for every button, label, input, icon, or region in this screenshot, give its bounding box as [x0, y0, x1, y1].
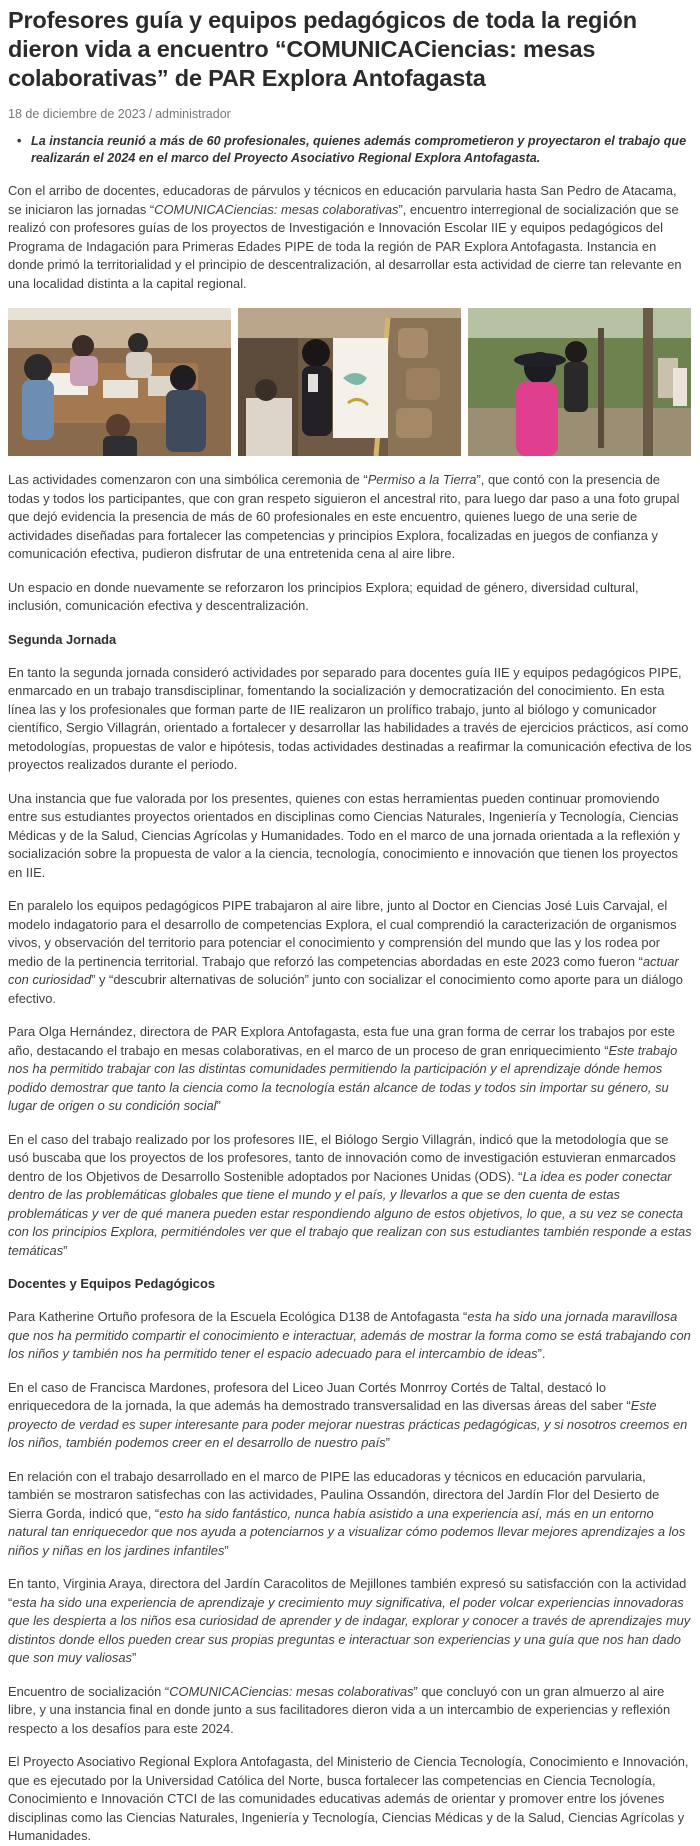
- text-segment: Para Olga Hernández, directora de PAR Explora Antofagasta, esta fue una gran forma de cerrar los trabajos por este año, destacando el trabajo en mesas colaborativas, en el marco de un proceso de gran enriquecimiento “: [8, 1024, 675, 1058]
- quote-text: La idea es poder conectar dentro de las problemáticas globales que tiene el mundo y el país, y llevarlos a que se den cuenta de estas problemáticas y ver de qué manera pueden estar respondiendo alguno de estos objetivos, lo que, a su vez se conecta con los principios Explora, permitiéndoles ver que el trabajo que realizan con sus estudiantes también responde a estas temáticas: [8, 1168, 692, 1258]
- text-segment: ”, que contó con la presencia de todas y todos los participantes, que con gran respeto siguieron el ancestral rito, para luego dar paso a una foto grupal que dejó evidencia la presencia de más de 60 profesionales en este encuentro, quienes luego de una serie de actividades diseñadas para fortalecer las competencias y principios Explora, focalizadas en juegos de confianza y comunicación efectiva, pudieron disfrutar de una entretenida cena al aire libre.: [8, 472, 680, 561]
- photo-pintura: [238, 308, 461, 456]
- text-segment: ”.: [537, 1346, 546, 1361]
- highlight-text: La instancia reunió a más de 60 profesionales, quienes además comprometieron y proyectaron el trabajo que realizarán el 2024 en el marco del Proyecto Asociativo Regional Explora Antofagasta.: [31, 134, 687, 165]
- text-segment: ”: [216, 1098, 221, 1113]
- paragraph-intro: [8, 182, 692, 293]
- paragraph-francisca: [8, 1379, 692, 1453]
- text-segment: Encuentro de socialización “: [8, 1683, 170, 1699]
- gallery-photo-1[interactable]: [8, 308, 231, 456]
- bullet-icon: •: [17, 134, 22, 148]
- heading-docentes: Docentes y Equipos Pedagógicos: [8, 1276, 216, 1291]
- post-date[interactable]: 18 de diciembre de 2023: [8, 107, 146, 121]
- paragraph-proyecto: El Proyecto Asociativo Regional Explora Antofagasta, del Ministerio de Ciencia Tecnología, Conocimiento e Innovación, que es ejecutado por la Universidad Católica del Norte, busca fortalecer las competencias en Ciencia Tecnología, Conocimiento e Innovación CTCI de las comunidades educativas además de orientar y promover entre los jóvenes disciplinas como las Ciencias Naturales, Ingeniería y Tecnología, Ciencias Médicas y de la Salud, Ciencias Agrícolas y Humanidades.: [8, 1754, 689, 1843]
- text-segment: ”: [131, 1650, 137, 1665]
- quote-text: Este trabajo nos ha permitido trabajar con las distintas comunidades permitiendo la participación y el aprendizaje dónde hemos podido demostrar que tanto la ciencia como la tecnología están alcance de todas y todos sin importar su género, su lugar de origen o su condición social: [8, 1042, 678, 1113]
- paragraph-olga: [8, 1023, 692, 1116]
- quote-text: esta ha sido una jornada maravillosa que nos ha permitido compartir el conocimiento e interactuar, además de mostrar la forma como se está trabajando con los niños y también nos ha permitido tener el espacio adecuado para el intercambio de ideas: [8, 1309, 691, 1361]
- emphasis-text: Permiso a la Tierra: [367, 472, 477, 487]
- quote-text: esto ha sido fantástico, nunca había asistido a una experiencia así, más en un entorno natural tan enriquecedor que nos ayuda a potenciarnos y a visualizar cómo podemos llevar mejores aprendizajes a los niños y niñas en los jardines infantiles: [8, 1505, 686, 1558]
- paragraph-katherine: [8, 1308, 692, 1364]
- emphasis-text: actuar con curiosidad: [8, 953, 679, 987]
- meta-separator: /: [148, 107, 153, 121]
- text-segment: Con el arribo de docentes, educadoras de párvulos y técnicos en educación parvularia hasta San Pedro de Atacama, se iniciaron las jornadas “: [8, 183, 677, 217]
- gallery-photo-3[interactable]: [468, 308, 691, 456]
- paragraph-principios: Un espacio en donde nuevamente se reforzaron los principios Explora; equidad de género, diversidad cultural, inclusión, comunicación efectiva y descentralización.: [8, 579, 639, 613]
- text-segment: En tanto, Virginia Araya, directora del Jardín Caracolitos de Mejillones también expresó su satisfacción con la actividad “: [8, 1576, 687, 1610]
- quote-text: esta ha sido una experiencia de aprendizaje y crecimiento muy significativa, el poder volcar experiencias innovadoras que les despierta a los niños esa curiosidad de aprender y de indagar, explorar y conocer a través de aprendizajes muy distintos donde ellos pueden crear sus propias preguntas e interactuar son experiencias y una guía que nos han dado que son muy valiosas: [8, 1594, 691, 1665]
- text-segment: En relación con el trabajo desarrollado en el marco de PIPE las educadoras y técnicos en educación parvularia, también se mostraron satisfechas con las actividades, Paulina Ossandón, directora del Jardín Flor del Desierto de Sierra Gorda, indicó que, “: [8, 1468, 660, 1521]
- text-segment: Para Katherine Ortuño profesora de la Escuela Ecológica D138 de Antofagasta “: [8, 1309, 468, 1324]
- paragraph-paulina: [8, 1468, 692, 1561]
- photo-aire-libre: [468, 308, 691, 456]
- text-segment: Las actividades comenzaron con una simbólica ceremonia de “: [8, 472, 368, 487]
- paragraph-ceremonia: [8, 471, 692, 564]
- emphasis-text: COMUNICACiencias: mesas colaborativas: [169, 1683, 414, 1699]
- emphasis-text: COMUNICACiencias: mesas colaborativas: [154, 201, 399, 217]
- paragraph-paralelo: [8, 897, 692, 1008]
- text-segment: En el caso del trabajo realizado por los profesores IIE, el Biólogo Sergio Villagrán, indicó que la metodología que se usó buscaba que los proyectos de los profesores, tanto de innovación como de investigación estuvieran enmarcados dentro de los Objetivos de Desarrollo Sostenible adoptados por Naciones Unidas (ODS). “: [8, 1131, 676, 1184]
- text-segment: En paralelo los equipos pedagógicos PIPE trabajaron al aire libre, junto al Doctor en Ciencias José Luis Carvajal, el modelo indagatorio para el desarrollo de competencias Explora, el cual comprendió la caracterización de organismos vivos, y observación del territorio para potenciar el conocimiento y comprensión del mundo que las y los rodea por medio de la pertinencia territorial. Trabajo que reforzó las competencias abordadas en este 2023 como fueron “: [8, 898, 677, 969]
- text-segment: ” y “descubrir alternativas de solución” junto con socializar el conocimiento como aporte para un diálogo efectivo.: [8, 972, 683, 1006]
- heading-segunda-jornada: Segunda Jornada: [8, 631, 117, 647]
- highlight-list: [8, 133, 692, 167]
- paragraph-instancia: Una instancia que fue valorada por los presentes, quienes con estas herramientas pueden continuar promoviendo entre sus estudiantes proyectos orientados en disciplinas como Ciencias Naturales, Ingeniería y Tecnología, Ciencias Médicas y de la Salud, Ciencias Agrícolas y Humanidades. Todo en el marco de una jornada orientada a la reflexión y socialización sobre la propuesta de valor a la ciencia, tecnología, conocimiento e innovación que tienen los proyectos en IIE.: [8, 790, 680, 880]
- text-segment: ”: [63, 1242, 68, 1258]
- paragraph-segunda: En tanto la segunda jornada consideró actividades por separado para docentes guía IIE y equipos pedagógicos PIPE, enmarcado en un trabajo transdisciplinar, fomentando la socialización y democratización del conocimiento. En esta línea las y los profesionales que forman parte de IIE realizaron un prolífico trabajo, junto al biólogo y comunicador científico, Sergio Villagrán, orientado a fortalecer y desarrollar las habilidades a través de ejercicios prácticos, así como metodologías, propuestas de valor e hipótesis, todas actividades destinadas a reafirmar la comunicación efectiva de los proyectos realizados durante el periodo.: [8, 664, 692, 772]
- text-segment: En el caso de Francisca Mardones, profesora del Liceo Juan Cortés Monrroy Cortés de Taltal, destacó lo enriquecedora de la jornada, la que además ha demostrado transversalidad en las diversas áreas del saber “: [8, 1379, 631, 1413]
- photo-gallery: [8, 308, 692, 456]
- text-segment: ”: [385, 1435, 390, 1450]
- paragraph-virginia: [8, 1575, 692, 1668]
- photo-mesas: [8, 308, 231, 456]
- paragraph-cierre: [8, 1683, 692, 1739]
- text-segment: ”: [224, 1542, 229, 1558]
- paragraph-sergio: [8, 1131, 692, 1261]
- text-segment: ” que concluyó con un gran almuerzo al aire libre, y una instancia final en donde junto a sus facilitadores dieron vida a un intercambio de experiencias y reflexión respecto a los desafíos para este 2024.: [8, 1683, 671, 1736]
- highlight-item: [17, 133, 692, 167]
- article-title: Profesores guía y equipos pedagógicos de toda la región dieron vida a encuentro “COMUNICACiencias: mesas colaborativas” de PAR Explora Antofagasta: [8, 7, 637, 91]
- gallery-photo-2[interactable]: [238, 308, 461, 456]
- post-author[interactable]: administrador: [155, 107, 231, 121]
- text-segment: ”, encuentro interregional de socialización que se realizó con profesores guías de los proyectos de Investigación e Innovación Escolar IIE y equipos pedagógicos del Programa de Indagación para Primeras Edades PIPE de toda la región de PAR Explora Antofagasta. Instancia en donde primó la territorialidad y el principio de descentralización, al desarrollar esta actividad de cierre tan relevante en una localidad distinta a la capital regional.: [8, 201, 682, 291]
- post-meta: [8, 106, 692, 122]
- quote-text: Este proyecto de verdad es super interesante para poder mejorar nuestras prácticas pedagógicas, y si nosotros creemos en los niños, también podemos creer en el desarrollo de nuestro país: [8, 1398, 688, 1450]
